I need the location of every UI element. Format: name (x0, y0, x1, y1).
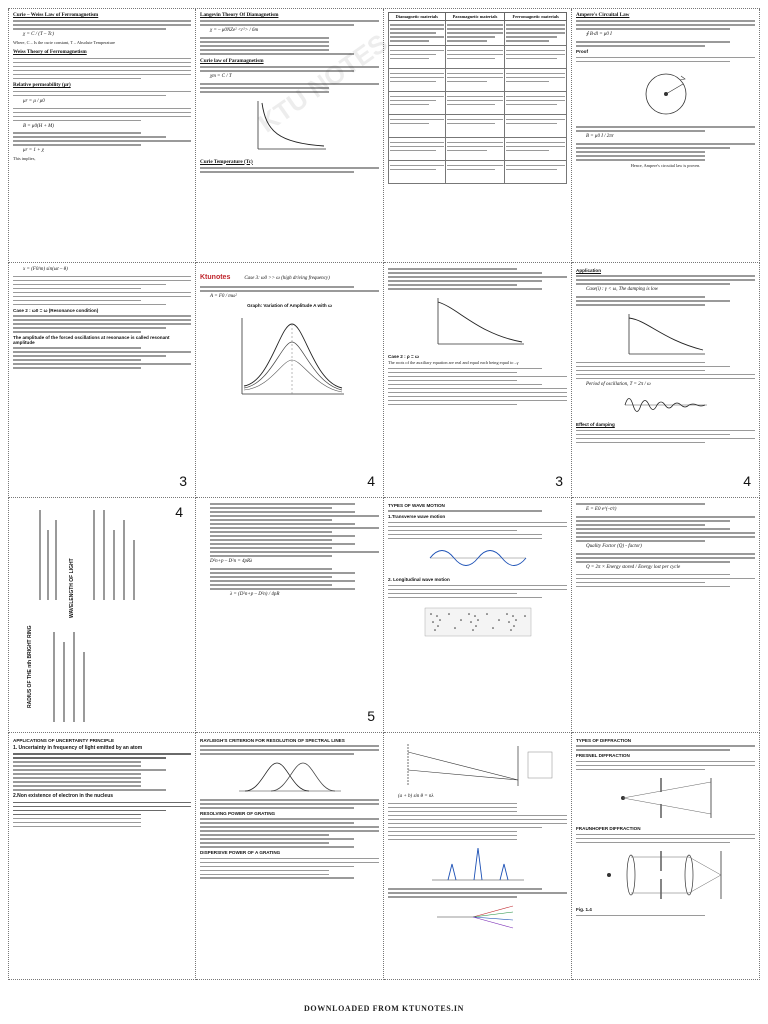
cell-low-damping (572, 263, 760, 498)
equation-high-frequency: A = F0 / mω² (210, 294, 237, 300)
heading-ampere-law: Ampere's Circuital Law (576, 12, 630, 18)
equation-flux-density: B = μ0(H + M) (23, 123, 54, 129)
row-2 (8, 263, 760, 498)
label-figure-1-4: Fig. 1.4 (576, 907, 592, 913)
cell-langevin (196, 9, 384, 263)
grating-geometry-figure (398, 740, 558, 790)
table-header-paramagnetic: Paramagnetic materials (445, 13, 505, 21)
row-4 (8, 733, 760, 980)
text-resonant-amplitude: The amplitude of the forced oscillations at resonance is called resonant amplitude (13, 335, 170, 346)
heading-resonance: Case 2 : ω0 = ω (Resonance condition) (13, 307, 99, 313)
footer-download-source: DOWNLOADED FROM KTUNOTES.IN (304, 1004, 464, 1013)
heading-fresnel: FRESNEL DIFFRACTION (576, 753, 630, 759)
cell-forced-oscillation (8, 263, 196, 498)
overdamped-graph (428, 294, 528, 350)
equation-curie-weiss: χ = C / (T – Tc) (23, 32, 54, 38)
label-wavelength-light: WAVELENGTH OF LIGHT (69, 558, 75, 618)
heading-uncertainty-applications: APPLICATIONS OF UNCERTAINTY PRINCIPLE (13, 738, 115, 743)
cell-grating (384, 733, 572, 980)
cell-ampere-law (572, 9, 760, 263)
cell-curie-weiss (8, 9, 196, 263)
heading-curie-law: Curie law of Paramagnetism (200, 57, 264, 64)
fraunhofer-diffraction-figure (601, 847, 731, 903)
cell-high-frequency (196, 263, 384, 498)
heading-application: Application (576, 268, 602, 273)
equation-quality-factor: Q = 2π × Energy stored / Energy lost per cycle (586, 565, 681, 570)
heading-rayleigh: RAYLEIGH'S CRITERION FOR RESOLUTION OF SPECTRAL LINES (200, 738, 345, 743)
equation-wavelength: λ = (D²n+p – D²n) / 4pR (230, 591, 280, 597)
page-number: 5 (367, 708, 375, 724)
text-ampere-proven: Hence, Ampere's circuital law is proven. (630, 162, 701, 168)
graph-caption: Graph: Variation of Amplitude A with ω (247, 302, 332, 308)
equation-langevin: χ = – μ0NZe² <r²> / 6m (210, 28, 259, 34)
cell-newtons-rings-wavelength (196, 498, 384, 733)
row-3 (8, 498, 760, 733)
amplitude-frequency-graph (230, 312, 350, 402)
equation-curie-law: χm = C / T (210, 74, 232, 80)
page-number: 3 (179, 473, 187, 489)
heading-case-3: Case 3: ω0 >> ω (high driving frequency) (244, 276, 330, 281)
heading-transverse: 1.Transverse wave motion (388, 514, 446, 520)
table-header-diamagnetic: Diamagnetic materials (389, 13, 446, 21)
equation-period: Period of oscillation, T = 2π / ω (586, 381, 651, 387)
grating-spectrum-figure (428, 844, 528, 884)
equation-forced-displacement: x = (F0/m) sin(ωt – θ) (23, 267, 68, 272)
heading-curie-temperature: Curie Temperature (Tc) (200, 158, 253, 165)
fresnel-diffraction-figure (611, 774, 721, 822)
ampere-loop-figure (621, 66, 711, 122)
table-header-ferromagnetic: Ferromagnetic materials (505, 13, 567, 21)
cell-rayleigh-criterion (196, 733, 384, 980)
cell-wave-motion (384, 498, 572, 733)
heading-case-2-critical: Case 2 : ρ = ω (388, 353, 419, 359)
cell-uncertainty-principle (8, 733, 196, 980)
longitudinal-wave-figure (423, 602, 533, 642)
dispersion-rays-figure (433, 902, 523, 932)
watermark-text: KTU NOTES (252, 27, 393, 139)
heading-wave-motion: TYPES OF WAVE MOTION (388, 503, 445, 508)
curie-law-graph (250, 97, 330, 155)
heading-uncertainty-frequency: 1. Uncertainty in frequency of light emitted by an atom (13, 745, 143, 751)
materials-comparison-table (388, 12, 567, 184)
heading-fraunhofer: FRAUNHOFER DIFFRACTION (576, 826, 641, 832)
ktunotes-logo: Ktunotes (200, 274, 231, 281)
text-where: Where, C – Is the curie constant, T – Absolute Temperature (13, 39, 116, 45)
heading-relative-permeability: Relative permeability (μr) (13, 82, 71, 89)
heading-resolving-power: RESOLVING POWER OF GRATING (200, 810, 276, 816)
equation-relative-permeability: μr = μ / μ0 (23, 98, 45, 104)
heading-curie-weiss: Curie – Weiss Law of Ferromagnetism (13, 12, 99, 18)
damped-wave-graph (621, 392, 711, 418)
heading-case-low-damping: Case(i) : γ < ω, The damping is low (586, 287, 659, 293)
heading-quality-factor: Quality Factor (Q) - factor) (586, 544, 642, 550)
equation-diameter-difference: D²n+p – D²n = 4pRλ (210, 559, 253, 565)
cell-materials-table (384, 9, 572, 263)
label-radius-bright-ring: RADIUS OF THE nth BRIGHT RING (27, 625, 33, 708)
equation-energy-decay: E = E0 e^(–t/τ) (586, 507, 617, 513)
transverse-wave-figure (428, 543, 528, 573)
equation-mu-r: μr = 1 + χ (23, 148, 44, 154)
equation-ampere-law: ∮ B·dl = μ0 I (586, 32, 612, 38)
cell-quality-factor (572, 498, 760, 733)
page-number: 3 (555, 473, 563, 489)
heading-longitudinal: 2. Longitudinal wave motion (388, 577, 450, 583)
cell-types-of-diffraction (572, 733, 760, 980)
equation-ampere-field: B = μ0 I / 2πr (586, 134, 614, 140)
page-number: 4 (743, 473, 751, 489)
heading-weiss-theory: Weiss Theory of Ferromagnetism (13, 49, 87, 56)
heading-langevin: Langevin Theory Of Diamagnetism (200, 12, 279, 18)
text-implies: This implies, (13, 155, 36, 161)
cell-damped-oscillation (384, 263, 572, 498)
row-1 (8, 8, 760, 263)
cell-newtons-rings-rotated (8, 498, 196, 733)
rayleigh-maxima-figure (235, 759, 345, 795)
notes-sheet (8, 8, 760, 980)
heading-types-diffraction: TYPES OF DIFFRACTION (576, 738, 632, 743)
heading-electron-nucleus: 2.Non existence of electron in the nucleus (13, 793, 114, 800)
page-number: 4 (367, 473, 375, 489)
low-damping-graph (623, 310, 709, 358)
text-auxiliary-roots: The roots of the auxiliary equation are real and equal each being equal to –γ (388, 359, 519, 365)
equation-grating: (a + b) sin θ = nλ (398, 794, 434, 799)
heading-proof: Proof (576, 49, 588, 55)
heading-effect-of-damping: Effect of damping (576, 422, 615, 428)
heading-dispersive-power: DISPERSIVE POWER OF A GRATING (200, 850, 281, 856)
page-number: 4 (175, 504, 183, 520)
